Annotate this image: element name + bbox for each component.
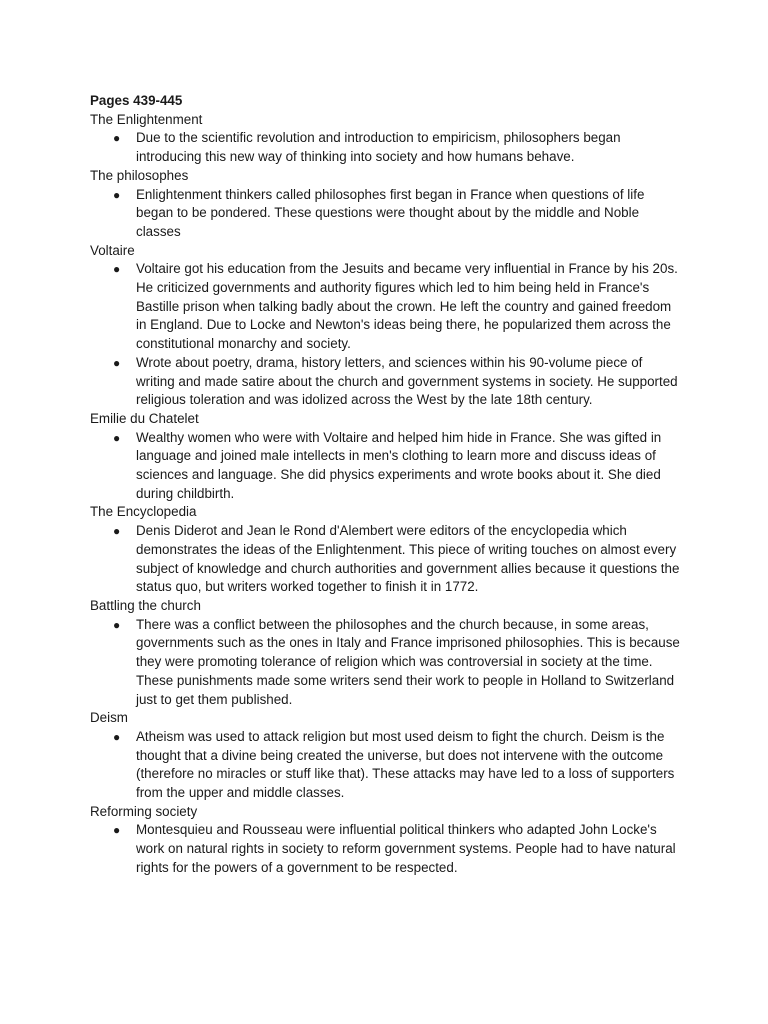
section-heading: The Enlightenment [90, 111, 203, 127]
bullet-list [90, 429, 680, 504]
bullet-text: There was a conflict between the philosophes and the church because, in some areas, governments such as the ones in Italy and France imprisoned philosophies. This is because they were promoting tolerance of religion which was controversial in society at the time. These punishments made some writers send their work to people in Holland to Switzerland just to get them published. [136, 616, 680, 707]
section-heading: Reforming society [90, 803, 198, 819]
bullet-dot-icon: ● [113, 355, 121, 370]
bullet-text: Atheism was used to attack religion but most used deism to fight the church. Deism is the thought that a divine being created the universe, but does not intervene with the outcome (therefore no miracles or stuff like that). These attacks may have led to a loss of supporters from the upper and middle classes. [136, 728, 675, 801]
bullet-dot-icon: ● [113, 617, 121, 632]
bullet-text: Enlightenment thinkers called philosophes first began in France when questions of life began to be pondered. These questions were thought about by the middle and Noble classes [136, 186, 645, 239]
bullet-item [90, 429, 680, 504]
bullet-dot-icon: ● [113, 823, 121, 838]
section-philosophes [90, 167, 680, 242]
section-reforming-society [90, 803, 680, 878]
section-heading: The philosophes [90, 167, 189, 183]
bullet-item [90, 129, 680, 166]
section-enlightenment [90, 111, 680, 167]
section-heading: Emilie du Chatelet [90, 410, 199, 426]
bullet-list [90, 129, 680, 166]
section-voltaire [90, 242, 680, 410]
section-emilie-du-chatelet [90, 410, 680, 504]
bullet-item [90, 821, 680, 877]
bullet-item [90, 354, 680, 410]
document-page [90, 92, 680, 878]
bullet-dot-icon: ● [113, 262, 121, 277]
bullet-text: Voltaire got his education from the Jesuits and became very influential in France by his 20s. He criticized governments and authority figures which led to him being held in France's Bastille prison when talking badly about the crown. He left the country and gained freedom in England. Due to Locke and Newton's ideas being there, he popularized them across the constitutional monarchy and society. [136, 261, 678, 352]
bullet-text: Wealthy women who were with Voltaire and helped him hide in France. She was gifted in language and joined male intellects in men's clothing to learn more and discuss ideas of sciences and language. She did physics experiments and wrote books about it. She died during childbirth. [136, 429, 662, 501]
section-deism [90, 709, 680, 803]
section-encyclopedia [90, 503, 680, 597]
bullet-dot-icon: ● [113, 187, 121, 202]
bullet-list [90, 522, 680, 597]
bullet-item [90, 260, 680, 354]
bullet-text: Denis Diderot and Jean le Rond d'Alembert were editors of the encyclopedia which demonstrates the ideas of the Enlightenment. This piece of writing touches on almost every subject of knowledge and church authorities and government allies because it questions the status quo, but writers worked together to finish it in 1772. [136, 523, 680, 595]
bullet-item [90, 186, 680, 242]
bullet-text: Due to the scientific revolution and introduction to empiricism, philosophers began introducing this new way of thinking into society and how humans behave. [136, 130, 621, 165]
bullet-dot-icon: ● [113, 430, 121, 445]
bullet-list [90, 821, 680, 877]
bullet-dot-icon: ● [113, 131, 121, 146]
section-battling-the-church [90, 597, 680, 709]
bullet-dot-icon: ● [113, 729, 121, 744]
page-title: Pages 439-445 [90, 93, 183, 108]
bullet-list [90, 616, 680, 710]
bullet-text: Montesquieu and Rousseau were influential political thinkers who adapted John Locke's work on natural rights in society to reform government systems. People had to have natural rights for the powers of a government to be respected. [136, 822, 676, 875]
bullet-list [90, 186, 680, 242]
section-heading: Voltaire [90, 242, 135, 258]
bullet-item [90, 728, 680, 803]
bullet-text: Wrote about poetry, drama, history letters, and sciences within his 90-volume piece of writing and made satire about the church and government systems in society. He supported religious toleration and was idolized across the West by the late 18th century. [136, 354, 678, 408]
bullet-dot-icon: ● [113, 524, 121, 539]
bullet-list [90, 260, 680, 410]
section-heading: Deism [90, 710, 128, 726]
bullet-item [90, 616, 680, 710]
section-heading: Battling the church [90, 597, 201, 613]
bullet-list [90, 728, 680, 803]
section-heading: The Encyclopedia [90, 504, 197, 520]
bullet-item [90, 522, 680, 597]
